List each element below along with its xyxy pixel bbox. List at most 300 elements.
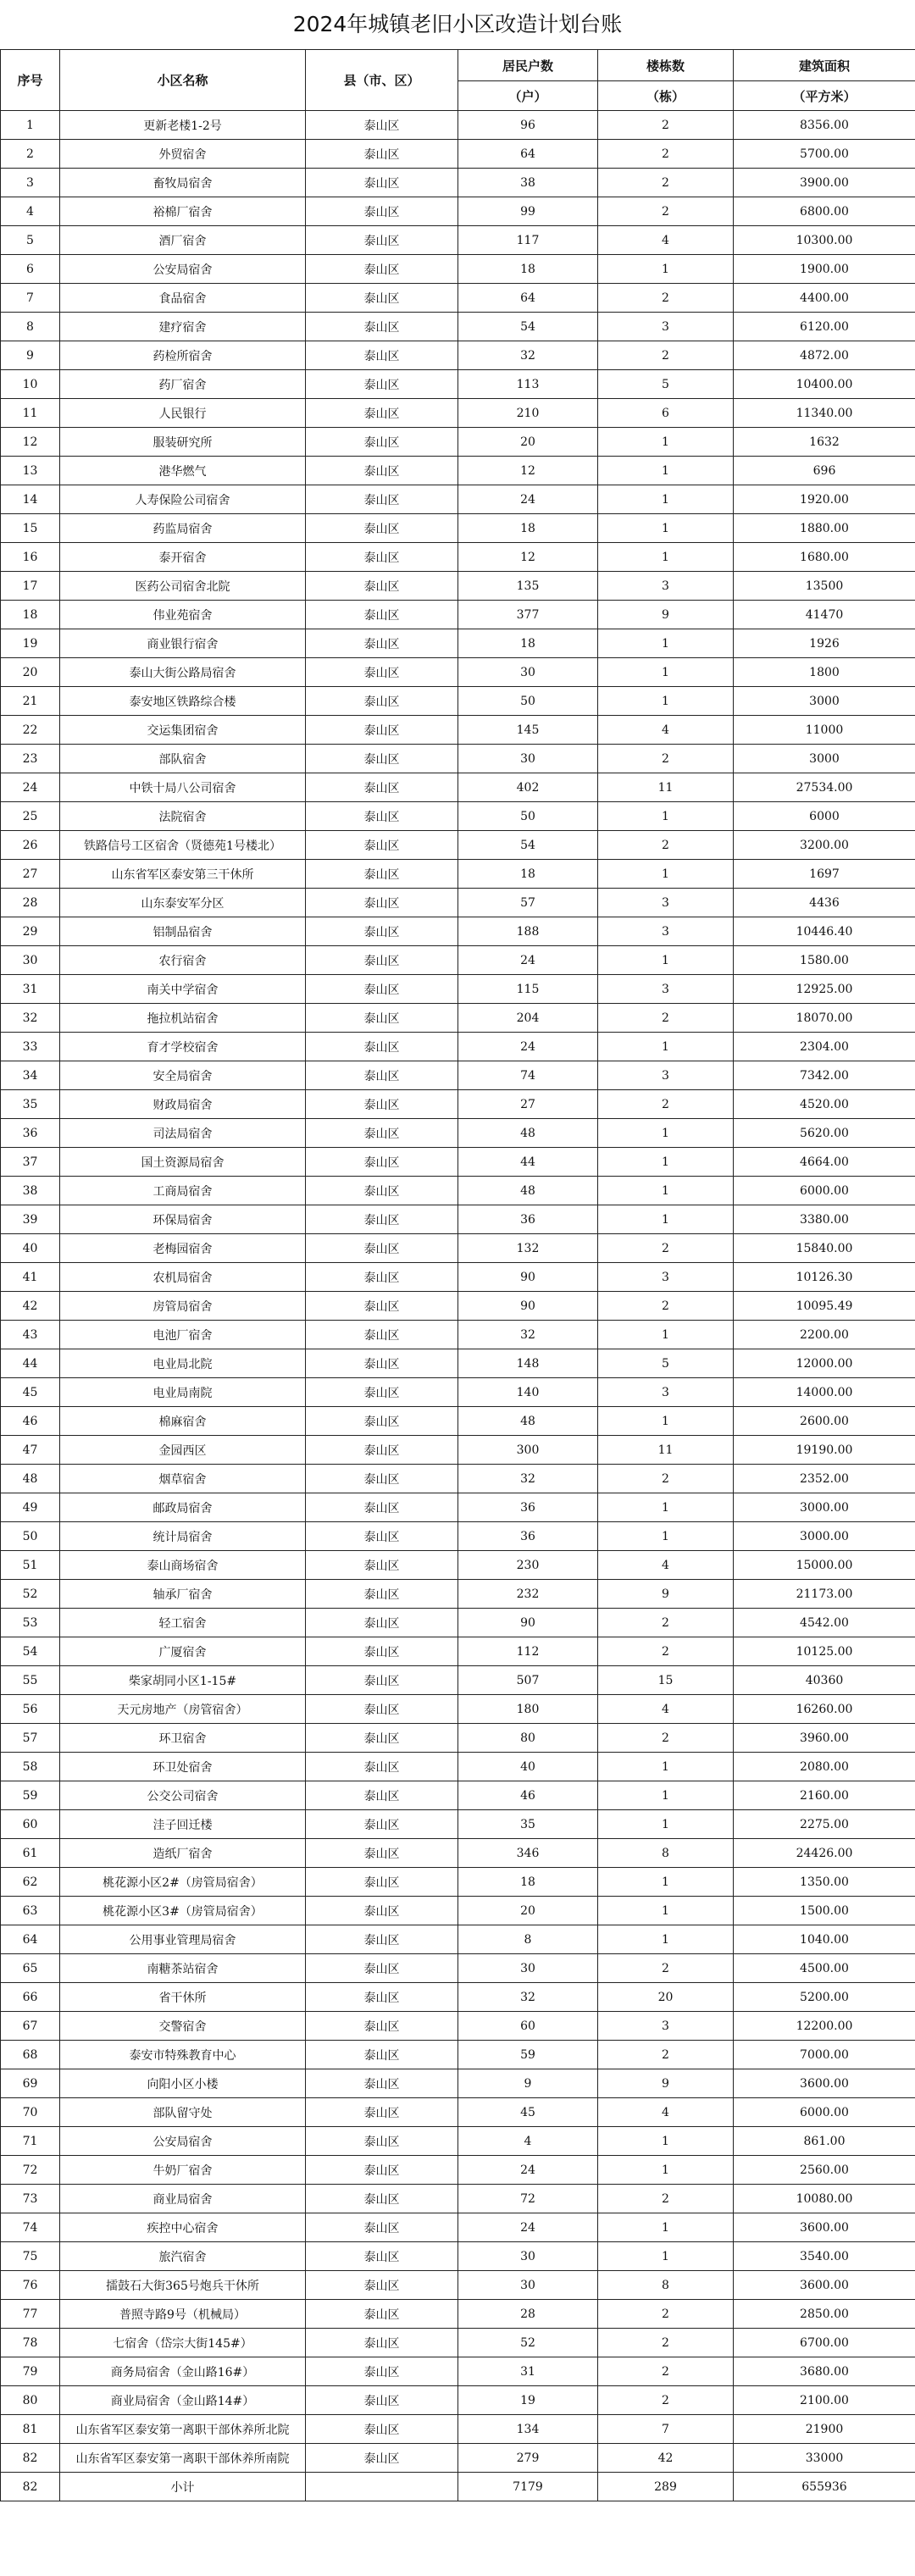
total-residents: 7179: [458, 2473, 598, 2501]
cell-seq: 58: [1, 1753, 60, 1781]
cell-area: 5620.00: [734, 1119, 915, 1148]
cell-seq: 33: [1, 1033, 60, 1061]
table-row: [1, 485, 915, 514]
cell-county: 泰山区: [306, 658, 458, 687]
cell-county: 泰山区: [306, 485, 458, 514]
cell-residents: 115: [458, 975, 598, 1004]
cell-county: 泰山区: [306, 2069, 458, 2098]
cell-buildings: 2: [598, 169, 734, 197]
cell-county: 泰山区: [306, 745, 458, 773]
cell-buildings: 2: [598, 831, 734, 860]
cell-county: 泰山区: [306, 1925, 458, 1954]
cell-area: 41470: [734, 601, 915, 629]
table-row: [1, 2127, 915, 2156]
cell-area: 1900.00: [734, 255, 915, 284]
cell-area: 6120.00: [734, 313, 915, 341]
cell-residents: 80: [458, 1724, 598, 1753]
cell-buildings: 7: [598, 2415, 734, 2444]
table-row: [1, 1292, 915, 1321]
cell-name: 轻工宿舍: [60, 1609, 306, 1637]
table-row: [1, 370, 915, 399]
cell-residents: 28: [458, 2300, 598, 2329]
cell-name: 商业银行宿舍: [60, 629, 306, 658]
cell-buildings: 3: [598, 572, 734, 601]
cell-county: 泰山区: [306, 629, 458, 658]
cell-seq: 27: [1, 860, 60, 889]
cell-county: 泰山区: [306, 457, 458, 485]
cell-county: 泰山区: [306, 1004, 458, 1033]
cell-county: 泰山区: [306, 2242, 458, 2271]
cell-area: 1500.00: [734, 1897, 915, 1925]
cell-residents: 377: [458, 601, 598, 629]
cell-county: 泰山区: [306, 284, 458, 313]
table-row: [1, 2444, 915, 2473]
cell-name: 港华燃气: [60, 457, 306, 485]
cell-area: 6000.00: [734, 2098, 915, 2127]
cell-county: 泰山区: [306, 1090, 458, 1119]
cell-seq: 65: [1, 1954, 60, 1983]
cell-buildings: 2: [598, 111, 734, 140]
page-title: 2024年城镇老旧小区改造计划台账: [292, 12, 623, 36]
cell-residents: 31: [458, 2357, 598, 2386]
cell-buildings: 9: [598, 2069, 734, 2098]
cell-name: 金园西区: [60, 1436, 306, 1465]
table-row: [1, 1407, 915, 1436]
cell-buildings: 2: [598, 2041, 734, 2069]
cell-name: 环卫处宿舍: [60, 1753, 306, 1781]
ledger-table: [0, 49, 915, 2501]
cell-county: 泰山区: [306, 1148, 458, 1177]
cell-residents: 48: [458, 1177, 598, 1205]
cell-buildings: 1: [598, 1493, 734, 1522]
table-row: [1, 197, 915, 226]
cell-buildings: 1: [598, 2127, 734, 2156]
cell-area: 33000: [734, 2444, 915, 2473]
table-row: [1, 2242, 915, 2271]
cell-county: 泰山区: [306, 1349, 458, 1378]
cell-residents: 507: [458, 1666, 598, 1695]
cell-seq: 32: [1, 1004, 60, 1033]
cell-residents: 32: [458, 1321, 598, 1349]
cell-seq: 45: [1, 1378, 60, 1407]
cell-county: 泰山区: [306, 1033, 458, 1061]
cell-residents: 40: [458, 1753, 598, 1781]
cell-name: 邮政局宿舍: [60, 1493, 306, 1522]
table-row: [1, 889, 915, 917]
cell-buildings: 2: [598, 1234, 734, 1263]
cell-area: 1926: [734, 629, 915, 658]
cell-residents: 54: [458, 313, 598, 341]
table-row: [1, 1781, 915, 1810]
cell-county: 泰山区: [306, 1465, 458, 1493]
cell-name: 泰山大街公路局宿舍: [60, 658, 306, 687]
cell-area: 10095.49: [734, 1292, 915, 1321]
cell-residents: 8: [458, 1925, 598, 1954]
cell-county: 泰山区: [306, 1061, 458, 1090]
cell-county: 泰山区: [306, 1292, 458, 1321]
cell-area: 1697: [734, 860, 915, 889]
cell-seq: 49: [1, 1493, 60, 1522]
cell-seq: 5: [1, 226, 60, 255]
cell-name: 国土资源局宿舍: [60, 1148, 306, 1177]
cell-residents: 18: [458, 860, 598, 889]
total-area: 655936: [734, 2473, 915, 2501]
cell-buildings: 2: [598, 745, 734, 773]
cell-residents: 30: [458, 658, 598, 687]
cell-area: 3540.00: [734, 2242, 915, 2271]
cell-residents: 232: [458, 1580, 598, 1609]
cell-county: 泰山区: [306, 1436, 458, 1465]
cell-buildings: 4: [598, 2098, 734, 2127]
table-row: [1, 2185, 915, 2213]
cell-residents: 140: [458, 1378, 598, 1407]
table-row: [1, 1551, 915, 1580]
cell-seq: 12: [1, 428, 60, 457]
table-row: [1, 1321, 915, 1349]
cell-buildings: 1: [598, 1753, 734, 1781]
cell-seq: 52: [1, 1580, 60, 1609]
cell-residents: 210: [458, 399, 598, 428]
cell-seq: 3: [1, 169, 60, 197]
cell-name: 人民银行: [60, 399, 306, 428]
cell-area: 1350.00: [734, 1868, 915, 1897]
cell-residents: 24: [458, 2213, 598, 2242]
table-row: [1, 1205, 915, 1234]
cell-buildings: 9: [598, 601, 734, 629]
cell-name: 泰山商场宿舍: [60, 1551, 306, 1580]
cell-residents: 132: [458, 1234, 598, 1263]
cell-area: 1632: [734, 428, 915, 457]
cell-area: 24426.00: [734, 1839, 915, 1868]
cell-area: 6800.00: [734, 197, 915, 226]
cell-buildings: 3: [598, 2012, 734, 2041]
cell-county: 泰山区: [306, 1753, 458, 1781]
cell-county: 泰山区: [306, 860, 458, 889]
cell-buildings: 2: [598, 1090, 734, 1119]
cell-area: 11340.00: [734, 399, 915, 428]
cell-name: 伟业苑宿舍: [60, 601, 306, 629]
cell-county: 泰山区: [306, 2329, 458, 2357]
cell-buildings: 42: [598, 2444, 734, 2473]
cell-residents: 32: [458, 341, 598, 370]
cell-county: 泰山区: [306, 1205, 458, 1234]
cell-name: 棉麻宿舍: [60, 1407, 306, 1436]
cell-buildings: 1: [598, 1925, 734, 1954]
cell-area: 2275.00: [734, 1810, 915, 1839]
cell-seq: 22: [1, 716, 60, 745]
cell-area: 10126.30: [734, 1263, 915, 1292]
cell-residents: 204: [458, 1004, 598, 1033]
cell-buildings: 2: [598, 197, 734, 226]
cell-area: 3600.00: [734, 2213, 915, 2242]
cell-county: 泰山区: [306, 1493, 458, 1522]
cell-name: 造纸厂宿舍: [60, 1839, 306, 1868]
cell-residents: 4: [458, 2127, 598, 2156]
cell-area: 18070.00: [734, 1004, 915, 1033]
table-row: [1, 1839, 915, 1868]
cell-residents: 36: [458, 1522, 598, 1551]
cell-seq: 43: [1, 1321, 60, 1349]
cell-name: 南关中学宿舍: [60, 975, 306, 1004]
cell-residents: 24: [458, 2156, 598, 2185]
cell-buildings: 2: [598, 2300, 734, 2329]
cell-county: 泰山区: [306, 1897, 458, 1925]
table-row: [1, 514, 915, 543]
cell-area: 12200.00: [734, 2012, 915, 2041]
cell-buildings: 2: [598, 2185, 734, 2213]
cell-name: 司法局宿舍: [60, 1119, 306, 1148]
cell-seq: 75: [1, 2242, 60, 2271]
cell-residents: 90: [458, 1263, 598, 1292]
cell-area: 5700.00: [734, 140, 915, 169]
header-seq: 序号: [1, 50, 60, 111]
cell-buildings: 1: [598, 2156, 734, 2185]
total-county: [306, 2473, 458, 2501]
table-row: [1, 1609, 915, 1637]
cell-buildings: 11: [598, 1436, 734, 1465]
table-row: [1, 428, 915, 457]
table-row: [1, 1004, 915, 1033]
cell-name: 南糖茶站宿舍: [60, 1954, 306, 1983]
table-row: [1, 1580, 915, 1609]
table-row: [1, 1897, 915, 1925]
total-buildings: 289: [598, 2473, 734, 2501]
cell-seq: 2: [1, 140, 60, 169]
cell-buildings: 1: [598, 629, 734, 658]
cell-area: 4436: [734, 889, 915, 917]
cell-buildings: 1: [598, 687, 734, 716]
cell-buildings: 3: [598, 889, 734, 917]
table-row: [1, 1724, 915, 1753]
cell-seq: 59: [1, 1781, 60, 1810]
cell-area: 696: [734, 457, 915, 485]
cell-residents: 35: [458, 1810, 598, 1839]
cell-residents: 74: [458, 1061, 598, 1090]
cell-county: 泰山区: [306, 2213, 458, 2242]
cell-seq: 21: [1, 687, 60, 716]
cell-name: 药监局宿舍: [60, 514, 306, 543]
cell-county: 泰山区: [306, 946, 458, 975]
cell-residents: 346: [458, 1839, 598, 1868]
cell-seq: 70: [1, 2098, 60, 2127]
cell-area: 3000: [734, 745, 915, 773]
cell-area: 12925.00: [734, 975, 915, 1004]
table-row: [1, 1666, 915, 1695]
cell-county: 泰山区: [306, 2098, 458, 2127]
cell-buildings: 1: [598, 255, 734, 284]
header-area-unit: （平方米）: [734, 81, 915, 111]
cell-area: 7342.00: [734, 1061, 915, 1090]
cell-residents: 24: [458, 946, 598, 975]
table-row: [1, 1234, 915, 1263]
cell-residents: 134: [458, 2415, 598, 2444]
cell-area: 861.00: [734, 2127, 915, 2156]
header-residents-unit: （户）: [458, 81, 598, 111]
cell-name: 部队宿舍: [60, 745, 306, 773]
cell-county: 泰山区: [306, 226, 458, 255]
cell-name: 外贸宿舍: [60, 140, 306, 169]
cell-name: 公用事业管理局宿舍: [60, 1925, 306, 1954]
cell-name: 建疗宿舍: [60, 313, 306, 341]
table-row: [1, 1436, 915, 1465]
cell-residents: 24: [458, 485, 598, 514]
cell-area: 3380.00: [734, 1205, 915, 1234]
cell-county: 泰山区: [306, 1666, 458, 1695]
cell-name: 药检所宿舍: [60, 341, 306, 370]
cell-name: 旅汽宿舍: [60, 2242, 306, 2271]
cell-buildings: 1: [598, 1033, 734, 1061]
cell-seq: 80: [1, 2386, 60, 2415]
cell-area: 7000.00: [734, 2041, 915, 2069]
table-row: [1, 917, 915, 946]
cell-county: 泰山区: [306, 2357, 458, 2386]
cell-buildings: 1: [598, 1407, 734, 1436]
cell-buildings: 1: [598, 1781, 734, 1810]
cell-seq: 23: [1, 745, 60, 773]
cell-name: 商业局宿舍（金山路14#）: [60, 2386, 306, 2415]
cell-name: 环保局宿舍: [60, 1205, 306, 1234]
cell-residents: 46: [458, 1781, 598, 1810]
table-row: [1, 1493, 915, 1522]
table-row: [1, 2357, 915, 2386]
cell-seq: 81: [1, 2415, 60, 2444]
cell-area: 15000.00: [734, 1551, 915, 1580]
table-row: [1, 1925, 915, 1954]
cell-seq: 40: [1, 1234, 60, 1263]
cell-buildings: 2: [598, 1609, 734, 1637]
table-row: [1, 831, 915, 860]
cell-name: 电业局南院: [60, 1378, 306, 1407]
table-row: [1, 1695, 915, 1724]
cell-county: 泰山区: [306, 1695, 458, 1724]
cell-residents: 90: [458, 1292, 598, 1321]
cell-seq: 56: [1, 1695, 60, 1724]
cell-county: 泰山区: [306, 341, 458, 370]
cell-name: 拖拉机站宿舍: [60, 1004, 306, 1033]
cell-county: 泰山区: [306, 975, 458, 1004]
cell-seq: 13: [1, 457, 60, 485]
table-row: [1, 1637, 915, 1666]
cell-county: 泰山区: [306, 370, 458, 399]
cell-name: 老梅园宿舍: [60, 1234, 306, 1263]
cell-name: 桃花源小区2#（房管局宿舍）: [60, 1868, 306, 1897]
cell-county: 泰山区: [306, 917, 458, 946]
cell-area: 6700.00: [734, 2329, 915, 2357]
cell-seq: 14: [1, 485, 60, 514]
cell-county: 泰山区: [306, 428, 458, 457]
cell-area: 10080.00: [734, 2185, 915, 2213]
cell-name: 省干休所: [60, 1983, 306, 2012]
cell-name: 铝制品宿舍: [60, 917, 306, 946]
cell-buildings: 2: [598, 341, 734, 370]
cell-area: 8356.00: [734, 111, 915, 140]
cell-name: 农行宿舍: [60, 946, 306, 975]
cell-county: 泰山区: [306, 1637, 458, 1666]
cell-area: 10125.00: [734, 1637, 915, 1666]
cell-county: 泰山区: [306, 1522, 458, 1551]
cell-seq: 1: [1, 111, 60, 140]
cell-buildings: 11: [598, 773, 734, 802]
table-row: [1, 1753, 915, 1781]
cell-county: 泰山区: [306, 313, 458, 341]
cell-residents: 59: [458, 2041, 598, 2069]
cell-county: 泰山区: [306, 1810, 458, 1839]
cell-area: 10446.40: [734, 917, 915, 946]
cell-name: 山东省军区泰安第一离职干部休养所南院: [60, 2444, 306, 2473]
cell-seq: 42: [1, 1292, 60, 1321]
cell-seq: 16: [1, 543, 60, 572]
cell-area: 2200.00: [734, 1321, 915, 1349]
cell-buildings: 2: [598, 1465, 734, 1493]
table-row: [1, 1349, 915, 1378]
cell-seq: 18: [1, 601, 60, 629]
cell-buildings: 1: [598, 658, 734, 687]
cell-seq: 69: [1, 2069, 60, 2098]
cell-county: 泰山区: [306, 1724, 458, 1753]
cell-buildings: 9: [598, 1580, 734, 1609]
cell-buildings: 2: [598, 1724, 734, 1753]
cell-buildings: 1: [598, 485, 734, 514]
cell-name: 法院宿舍: [60, 802, 306, 831]
cell-area: 3000.00: [734, 1522, 915, 1551]
cell-area: 2850.00: [734, 2300, 915, 2329]
cell-buildings: 2: [598, 1292, 734, 1321]
table-row: [1, 2415, 915, 2444]
cell-seq: 9: [1, 341, 60, 370]
cell-seq: 34: [1, 1061, 60, 1090]
cell-name: 房管局宿舍: [60, 1292, 306, 1321]
cell-buildings: 2: [598, 1954, 734, 1983]
cell-residents: 27: [458, 1090, 598, 1119]
cell-seq: 68: [1, 2041, 60, 2069]
cell-area: 12000.00: [734, 1349, 915, 1378]
cell-buildings: 6: [598, 399, 734, 428]
cell-residents: 90: [458, 1609, 598, 1637]
cell-area: 2160.00: [734, 1781, 915, 1810]
table-row: [1, 1090, 915, 1119]
cell-name: 商务局宿舍（金山路16#）: [60, 2357, 306, 2386]
cell-county: 泰山区: [306, 889, 458, 917]
cell-county: 泰山区: [306, 1580, 458, 1609]
table-row: [1, 1119, 915, 1148]
table-row: [1, 946, 915, 975]
cell-residents: 44: [458, 1148, 598, 1177]
header-name: 小区名称: [60, 50, 306, 111]
table-row: [1, 2386, 915, 2415]
cell-seq: 60: [1, 1810, 60, 1839]
cell-buildings: 4: [598, 716, 734, 745]
cell-name: 环卫宿舍: [60, 1724, 306, 1753]
cell-area: 19190.00: [734, 1436, 915, 1465]
cell-residents: 279: [458, 2444, 598, 2473]
cell-county: 泰山区: [306, 1609, 458, 1637]
cell-area: 27534.00: [734, 773, 915, 802]
cell-seq: 47: [1, 1436, 60, 1465]
cell-name: 普照寺路9号（机械局）: [60, 2300, 306, 2329]
cell-name: 畜牧局宿舍: [60, 169, 306, 197]
cell-residents: 112: [458, 1637, 598, 1666]
cell-county: 泰山区: [306, 2300, 458, 2329]
cell-buildings: 4: [598, 226, 734, 255]
cell-county: 泰山区: [306, 773, 458, 802]
table-row: [1, 2213, 915, 2242]
table-row: [1, 1983, 915, 2012]
cell-name: 山东泰安军分区: [60, 889, 306, 917]
header-residents: 居民户数: [458, 50, 598, 81]
cell-county: 泰山区: [306, 1983, 458, 2012]
cell-area: 21173.00: [734, 1580, 915, 1609]
cell-seq: 7: [1, 284, 60, 313]
